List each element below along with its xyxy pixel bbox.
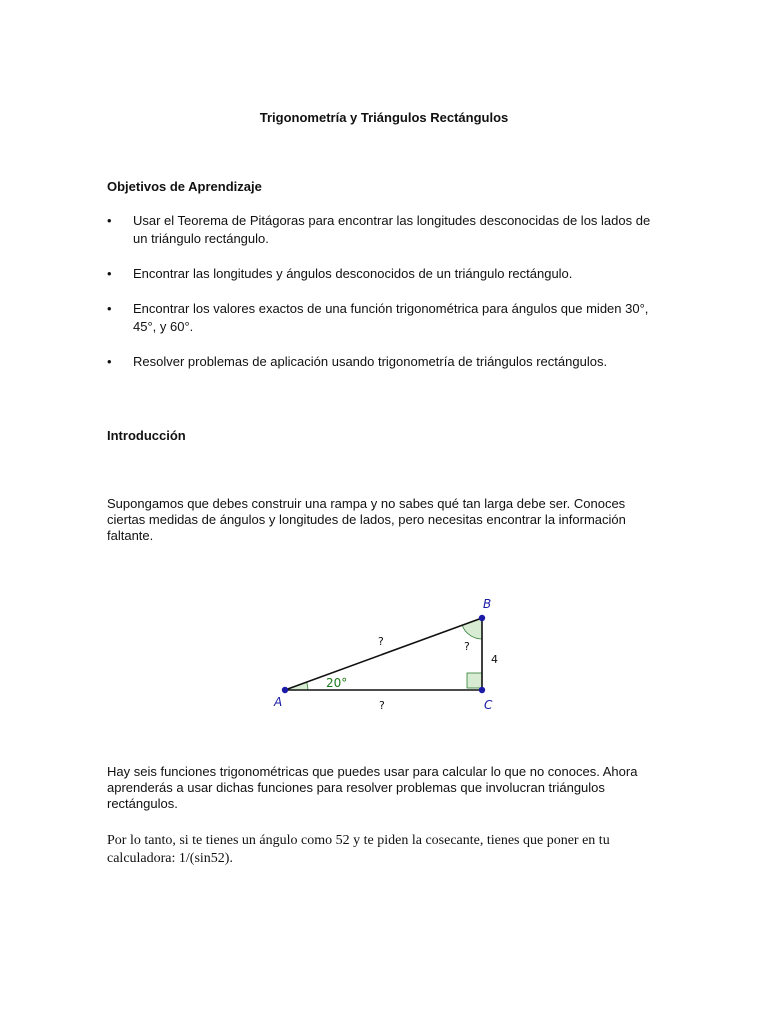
triangle-diagram xyxy=(260,590,520,720)
bullet: • xyxy=(107,213,112,228)
vertex-a-point xyxy=(282,687,288,693)
objective-text: Resolver problemas de aplicación usando trigonometría de triángulos rectángulos. xyxy=(133,354,608,369)
vertex-b-label: B xyxy=(483,597,492,611)
objective-text: Usar el Teorema de Pitágoras para encontrar las longitudes desconocidas de los lados de un triángulo rectángulo. xyxy=(133,213,651,246)
side-bc-label: 4 xyxy=(491,653,498,666)
vertex-c-label: C xyxy=(484,698,493,712)
list-item xyxy=(107,353,667,371)
hypotenuse-label: ? xyxy=(378,635,384,648)
angle-b-label: ? xyxy=(464,640,470,653)
objectives-heading: Objetivos de Aprendizaje xyxy=(107,179,262,194)
vertex-c-point xyxy=(479,687,485,693)
objectives-list xyxy=(107,212,667,388)
triangle-figure xyxy=(260,590,520,720)
functions-paragraph: Hay seis funciones trigonométricas que puedes usar para calcular lo que no conoces. Ahora aprenderás a usar dichas funciones para resolver problemas que involucran triángulos rectángulos. xyxy=(107,764,638,811)
vertex-a-label: A xyxy=(274,695,283,709)
list-item xyxy=(107,212,667,248)
objective-text: Encontrar los valores exactos de una función trigonométrica para ángulos que miden 30°, 45°, y 60°. xyxy=(133,301,649,334)
bullet: • xyxy=(107,266,112,281)
hypotenuse-line xyxy=(285,618,482,690)
angle-a-label: 20° xyxy=(326,676,348,690)
introduction-heading: Introducción xyxy=(107,428,186,443)
list-item xyxy=(107,300,667,336)
vertex-b-point xyxy=(479,615,485,621)
base-label: ? xyxy=(379,699,385,712)
introduction-paragraph: Supongamos que debes construir una rampa y no sabes qué tan larga debe ser. Conoces ciertas medidas de ángulos y longitudes de lados, pero necesitas encontrar la información faltante. xyxy=(107,496,626,543)
document-title: Trigonometría y Triángulos Rectángulos xyxy=(259,110,509,125)
calculator-paragraph: Por lo tanto, si te tienes un ángulo como 52 y te piden la cosecante, tienes que poner en tu calculadora: 1/(sin52). xyxy=(107,833,610,866)
objective-text: Encontrar las longitudes y ángulos desconocidos de un triángulo rectángulo. xyxy=(133,266,573,281)
right-angle-marker xyxy=(467,673,482,688)
list-item xyxy=(107,265,667,283)
bullet: • xyxy=(107,301,112,316)
bullet: • xyxy=(107,354,112,369)
